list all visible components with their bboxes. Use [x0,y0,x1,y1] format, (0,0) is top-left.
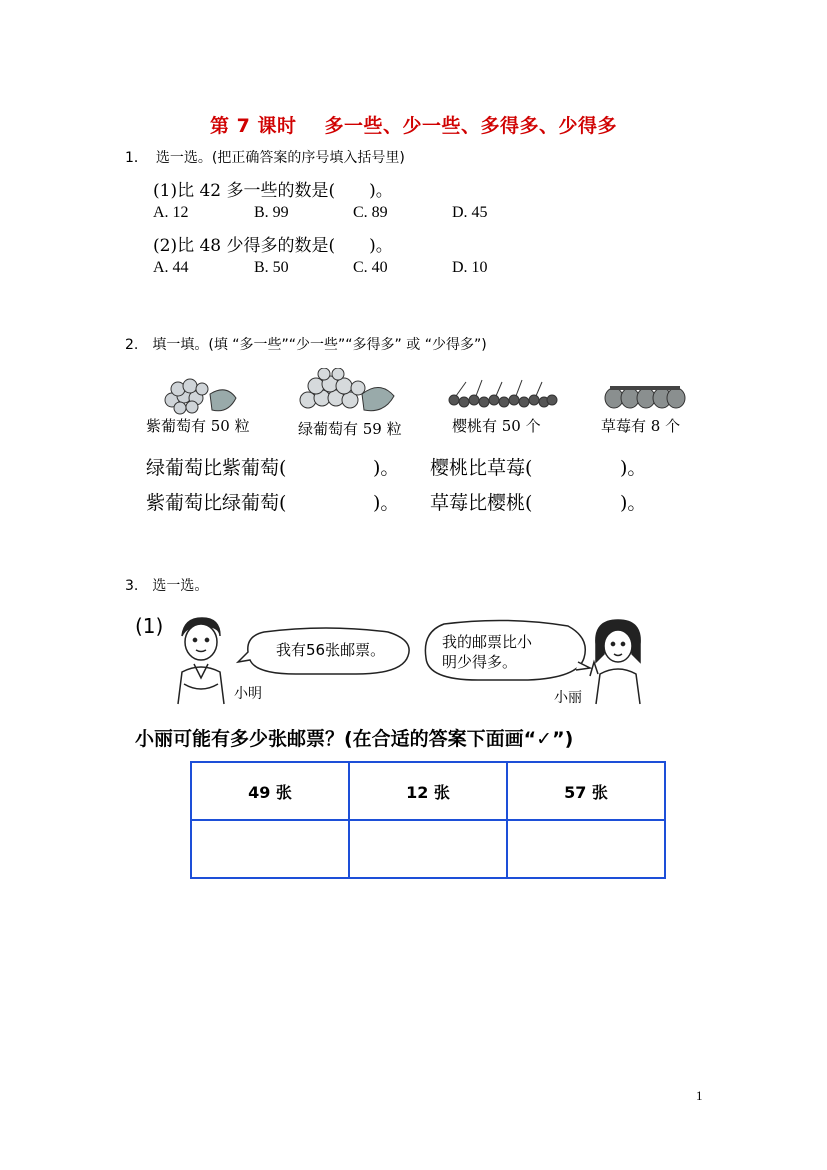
answer-cell-2[interactable] [349,820,507,878]
strawberries-label: 草莓有 8 个 [601,417,681,435]
cherries-label: 樱桃有 50 个 [452,417,541,435]
q1-header [125,147,405,167]
q3-prompt: 小丽可能有多少张邮票？(在合适的答案下面画“✓”) [135,728,574,750]
q1-sub2-question: (2)比 48 少得多的数是( )。 [153,236,393,256]
option-a: A. 44 [153,259,189,276]
option-b: B. 50 [254,259,289,276]
blank-row-1-right-close: )。 [620,457,647,479]
page-title [0,111,827,138]
q1-sub1-question: (1)比 42 多一些的数是( )。 [153,181,393,201]
lesson-topic: 多一些、少一些、多得多、少得多 [324,115,617,137]
page-number: 1 [696,1088,703,1103]
girl-speech-line1: 我的邮票比小 [442,633,533,651]
q2-header [125,334,487,354]
q3-number: 3. [125,578,139,594]
option-b: B. 99 [254,204,289,221]
lesson-number: 第 7 课时 [210,115,297,137]
green-grapes-icon [298,368,398,418]
blank-row-1-right: 樱桃比草莓( [430,457,533,479]
q3-instruction: 选一选。 [152,578,209,594]
blank-row-2-left-close: )。 [373,492,400,514]
boy-icon [168,614,240,706]
option-c: C. 89 [353,204,388,221]
answer-cell-3[interactable] [507,820,665,878]
blank-row-2-right-close: )。 [620,492,647,514]
girl-name: 小丽 [554,690,582,706]
answer-header-1: 49 张 [191,762,349,820]
cherries-icon [446,378,558,412]
option-d: D. 45 [452,204,488,221]
purple-grapes-label: 紫葡萄有 50 粒 [146,417,250,435]
q2-number: 2. [125,337,139,353]
option-d: D. 10 [452,259,488,276]
blank-row-1-left: 绿葡萄比紫葡萄( [146,457,287,479]
blank-row-1-left-close: )。 [373,457,400,479]
option-c: C. 40 [353,259,388,276]
answer-table [190,761,666,879]
option-a: A. 12 [153,204,189,221]
answer-header-3: 57 张 [507,762,665,820]
blank-row-2-left: 紫葡萄比绿葡萄( [146,492,287,514]
strawberries-icon [604,380,686,412]
girl-speech-line2: 明少得多。 [442,653,518,671]
boy-speech-text: 我有56张邮票。 [276,641,386,659]
q2-instruction: 填一填。(填 “多一些”“少一些”“多得多” 或 “少得多”) [152,337,487,353]
blank-row-2-right: 草莓比樱桃( [430,492,533,514]
boy-name: 小明 [234,686,262,702]
q1-instruction: 选一选。(把正确答案的序号填入括号里) [155,150,405,166]
q3-header [125,575,208,595]
answer-cell-1[interactable] [191,820,349,878]
green-grapes-label: 绿葡萄有 59 粒 [298,420,402,438]
answer-header-2: 12 张 [349,762,507,820]
q3-sub-label: (1) [135,614,164,638]
purple-grapes-icon [160,374,240,418]
girl-icon [584,614,654,706]
q1-number: 1． [125,150,148,166]
